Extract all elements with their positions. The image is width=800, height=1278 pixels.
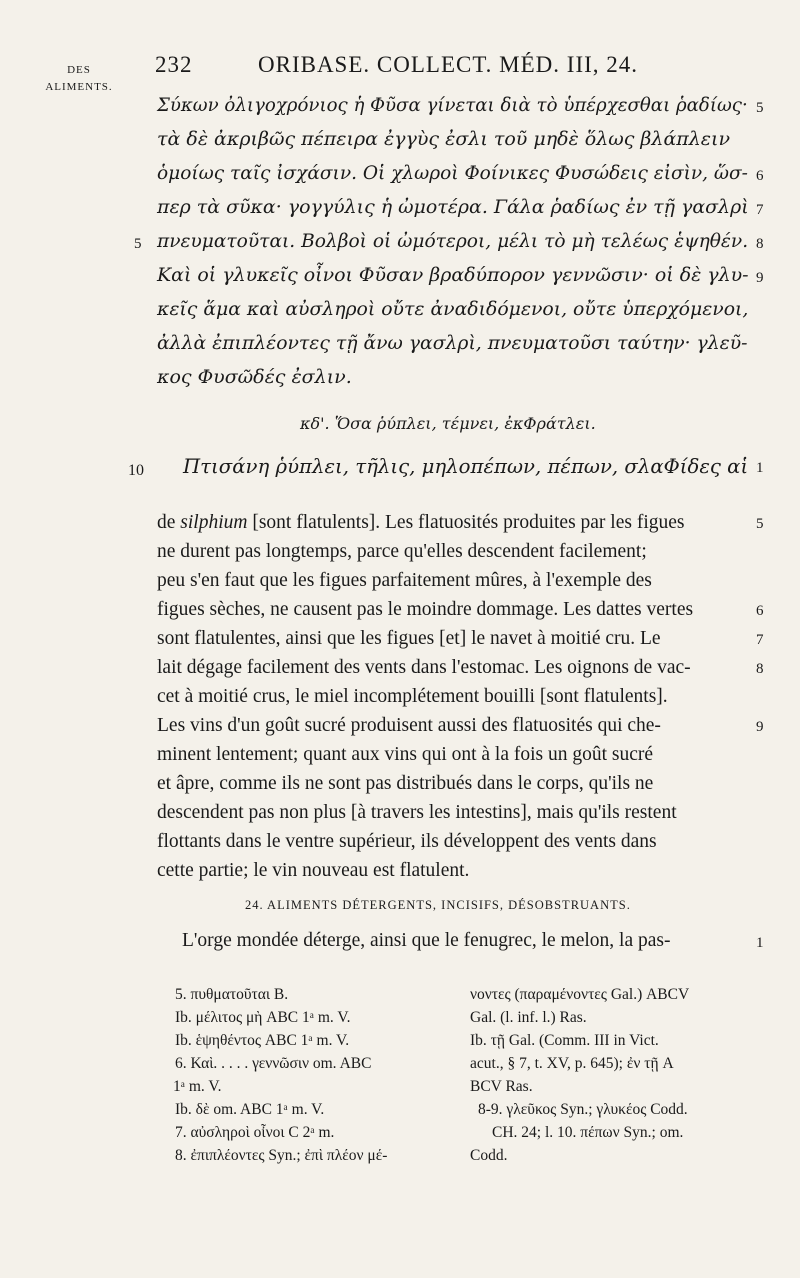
greek-chapter-heading: κδ'. Ὅσα ῥύπλει, τέμνει, ἐκΦράτλει.	[300, 414, 596, 433]
greek-right-number: 7	[756, 202, 764, 218]
french-line-2: ne durent pas longtemps, parce qu'elles descendent facilement;	[157, 541, 647, 562]
note-line: acut., § 7, t. XV, p. 645); ἐν τῇ A	[470, 1055, 674, 1072]
greek-line-1: Σύκων ὀλιγοχρόνιος ἡ Φῦσα γίνεται διὰ τὸ ὑπέρχεσθαι ῥαδίως·	[157, 94, 748, 116]
french-right-number: 9	[756, 719, 764, 735]
greek-right-number: 8	[756, 236, 764, 252]
french-line-3: peu s'en faut que les figues parfaitement mûres, à l'exemple des	[157, 570, 652, 591]
french-line-1-pre: de	[157, 512, 181, 533]
note-line: Ib. δὲ om. ABC 1ᵃ m. V.	[175, 1101, 325, 1118]
greek-line-5: πνευματοῦται. Βολβοὶ οἱ ὠμότεροι, μέλι τὸ μὴ τελέως ἑψηθέν.	[157, 230, 749, 252]
french-line-13: cette partie; le vin nouveau est flatulent.	[157, 860, 470, 881]
note-line: CH. 24; l. 10. πέπων Syn.; om.	[492, 1124, 684, 1141]
greek-right-number: 5	[756, 100, 764, 116]
greek-right-number: 9	[756, 270, 764, 286]
greek-line-2: τὰ δὲ ἀκριβῶς πέπειρα ἐγγὺς ἐσλι τοῦ μηδὲ ὅλως βλάπλειν	[157, 128, 730, 150]
note-line: 5. πυθματοῦται B.	[175, 986, 289, 1003]
french-line-8: Les vins d'un goût sucré produisent aussi des flatuosités qui che-	[157, 715, 661, 736]
note-line: Ib. τῇ Gal. (Comm. III in Vict.	[470, 1032, 659, 1049]
greek-line-4: περ τὰ σῦκα· γογγύλις ἡ ὠμοτέρα. Γάλα ῥαδίως ἐν τῇ γασλρὶ	[157, 196, 749, 218]
french-line-11: descendent pas non plus [à travers les intestins], mais qu'ils restent	[157, 802, 677, 823]
greek-line-8: ἀλλὰ ἐπιπλέοντες τῇ ἄνω γασλρὶ, πνευματοῦσι ταύτην· γλεῦ-	[157, 332, 748, 354]
side-note	[34, 62, 124, 96]
french-line-7: cet à moitié crus, le miel incomplétement bouilli [sont flatulents].	[157, 686, 668, 707]
page-number: 232	[155, 52, 193, 77]
french-chapter-heading: 24. ALIMENTS DÉTERGENTS, INCISIFS, DÉSOBSTRUANTS.	[245, 898, 631, 912]
greek-line-3: ὁμοίως ταῖς ἰσχάσιν. Οἱ χλωροὶ Φοίνικες Φυσώδεις εἰσὶν, ὥσ-	[157, 162, 748, 184]
french-line-6: lait dégage facilement des vents dans l'estomac. Les oignons de vac-	[157, 657, 691, 678]
note-line: 1ᵃ m. V.	[173, 1078, 222, 1095]
note-line: BCV Ras.	[470, 1078, 533, 1095]
note-line: Gal. (l. inf. l.) Ras.	[470, 1009, 587, 1026]
side-note-line-1: DES	[67, 64, 91, 76]
greek-line-7: κεῖς ἅμα καὶ αὐσληροὶ οὔτε ἀναδιδόμενοι, οὔτε ὑπερχόμενοι,	[157, 298, 749, 320]
french-right-number: 7	[756, 632, 764, 648]
greek-chapter-line: Πτισάνη ῥύπλει, τῆλις, μηλοπέπων, πέπων, σλαΦίδες αἱ	[183, 454, 749, 478]
note-line: 6. Καὶ. . . . . γεννῶσιν om. ABC	[175, 1055, 372, 1072]
note-line: Ib. ἑψηθέντος ABC 1ᵃ m. V.	[175, 1032, 350, 1049]
french-right-number: 6	[756, 603, 764, 619]
greek-left-number: 5	[134, 236, 142, 252]
french-line-4: figues sèches, ne causent pas le moindre dommage. Les dattes vertes	[157, 599, 694, 620]
french-right-number: 5	[756, 516, 764, 532]
french-line-1-italic: silphium	[180, 512, 248, 533]
french-line-9: minent lentement; quant aux vins qui ont à la fois un goût sucré	[157, 744, 654, 765]
french-line-1	[157, 512, 685, 534]
side-note-line-2: ALIMENTS.	[45, 81, 113, 93]
french-line-1-post: [sont flatulents]. Les flatuosités produites par les figues	[247, 512, 685, 533]
greek-line-6: Καὶ οἱ γλυκεῖς οἶνοι Φῦσαν βραδύπορον γεννῶσιν· οἱ δὲ γλυ-	[157, 264, 749, 286]
french-chapter-line: L'orge mondée déterge, ainsi que le fenugrec, le melon, la pas-	[182, 930, 671, 951]
french-right-number: 8	[756, 661, 764, 677]
note-line: 8-9. γλεῦκος Syn.; γλυκέος Codd.	[478, 1101, 688, 1118]
french-line-12: flottants dans le ventre supérieur, ils développent des vents dans	[157, 831, 657, 852]
greek-right-number: 6	[756, 168, 764, 184]
note-line: 7. αὐσληροὶ οἶνοι C 2ᵃ m.	[175, 1124, 335, 1141]
running-title: ORIBASE. COLLECT. MÉD. III, 24.	[258, 52, 639, 77]
french-line-10: et âpre, comme ils ne sont pas distribués dans le corps, qu'ils ne	[157, 773, 654, 794]
french-chapter-right-number: 1	[756, 935, 764, 951]
greek-line-9: κος Φυσῶδές ἐσλιν.	[157, 366, 352, 388]
greek-chapter-right-number: 1	[756, 460, 764, 476]
note-line: 8. ἐπιπλέοντες Syn.; ἐπὶ πλέον μέ-	[175, 1147, 388, 1164]
note-line: Codd.	[470, 1147, 508, 1164]
greek-chapter-left-number: 10	[128, 462, 144, 479]
note-line: Ib. μέλιτος μὴ ABC 1ᵃ m. V.	[175, 1009, 351, 1026]
note-line: νοντες (παραμένοντες Gal.) ABCV	[470, 986, 690, 1003]
french-line-5: sont flatulentes, ainsi que les figues [et] le navet à moitié cru. Le	[157, 628, 661, 649]
